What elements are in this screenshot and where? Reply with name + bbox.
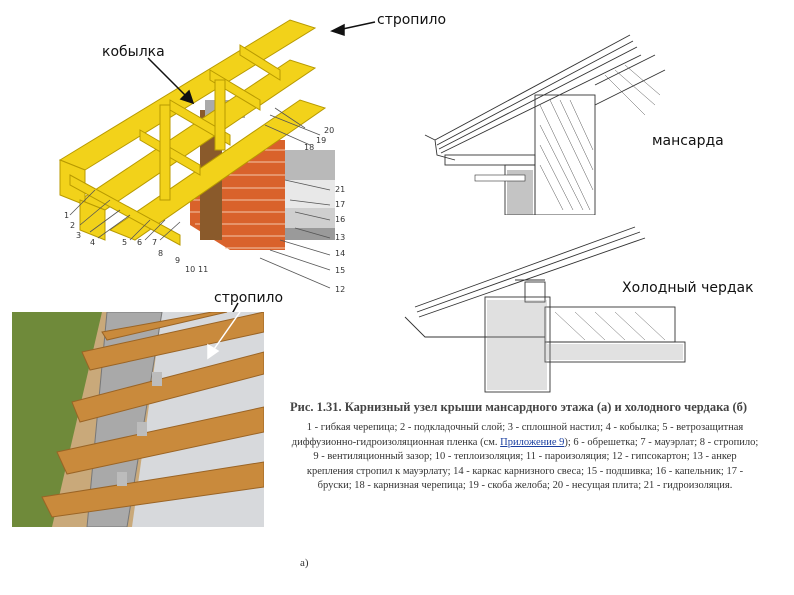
leader-num: 12 <box>335 285 346 294</box>
caption-body <box>290 421 760 494</box>
leader-num: 8 <box>158 249 164 258</box>
label-cold-attic: Холодный чердак <box>622 280 754 296</box>
leader-num: 15 <box>335 266 346 275</box>
rafter-photo <box>12 312 264 527</box>
leader-num: 6 <box>137 238 143 247</box>
caption-title: Рис. 1.31. Карнизный узел крыши мансардного этажа (а) и холодного чердака (б) <box>290 400 748 414</box>
caption-body-part2: ); 6 - обрешетка; 7 - мауэрлат; 8 - стропило; 9 - вентиляционный зазор; 10 - теплоизоляция; 11 - пароизоляция; 12 - гипсокартон; 13 - анкер крепления стропил к мауэрлату; 14 - каркас карнизного свеса; 15 - подшивка; 16 - капельник; 17 - бруски; 18 - карнизная черепица; 19 - скоба желоба; 20 - несущая плита; 21 - гидроизоляция. <box>306 436 759 491</box>
mansard-eaves-drawing <box>415 15 675 215</box>
leader-num: 19 <box>316 136 327 145</box>
label-rafter-photo: стропило <box>214 290 284 306</box>
leader-num: 4 <box>90 238 96 247</box>
leader-num: 17 <box>335 200 346 209</box>
leader-num: 3 <box>76 231 82 240</box>
cold-attic-eaves-drawing <box>395 222 695 397</box>
figure-caption <box>290 400 760 494</box>
label-kobylka: кобылка <box>102 44 165 60</box>
leader-num: 20 <box>324 126 335 135</box>
leader-num: 11 <box>198 265 209 274</box>
label-mansarda: мансарда <box>652 133 724 149</box>
leader-num: 21 <box>335 185 346 194</box>
appendix-link[interactable]: Приложение 9 <box>500 436 565 448</box>
leader-num: 7 <box>152 238 158 247</box>
leader-num: 5 <box>122 238 128 247</box>
leader-num: 14 <box>335 249 346 258</box>
leader-num: 10 <box>185 265 196 274</box>
leader-num: 9 <box>175 256 181 265</box>
label-rafter-top: стропило <box>377 12 447 28</box>
leader-num: 1 <box>64 211 70 220</box>
leader-num: 16 <box>335 215 346 224</box>
leader-num: 18 <box>304 143 315 152</box>
caption-body-part1: 1 - гибкая черепица; 2 - подкладочный слой; 3 - сплошной настил; 4 - кобылка; 5 - ветрозащитная диффузионно-гидроизоляционная пленка (см. <box>291 422 744 448</box>
leader-num: 13 <box>335 233 346 242</box>
leader-num: 2 <box>70 221 76 230</box>
figure-marker-a: а) <box>300 557 309 569</box>
